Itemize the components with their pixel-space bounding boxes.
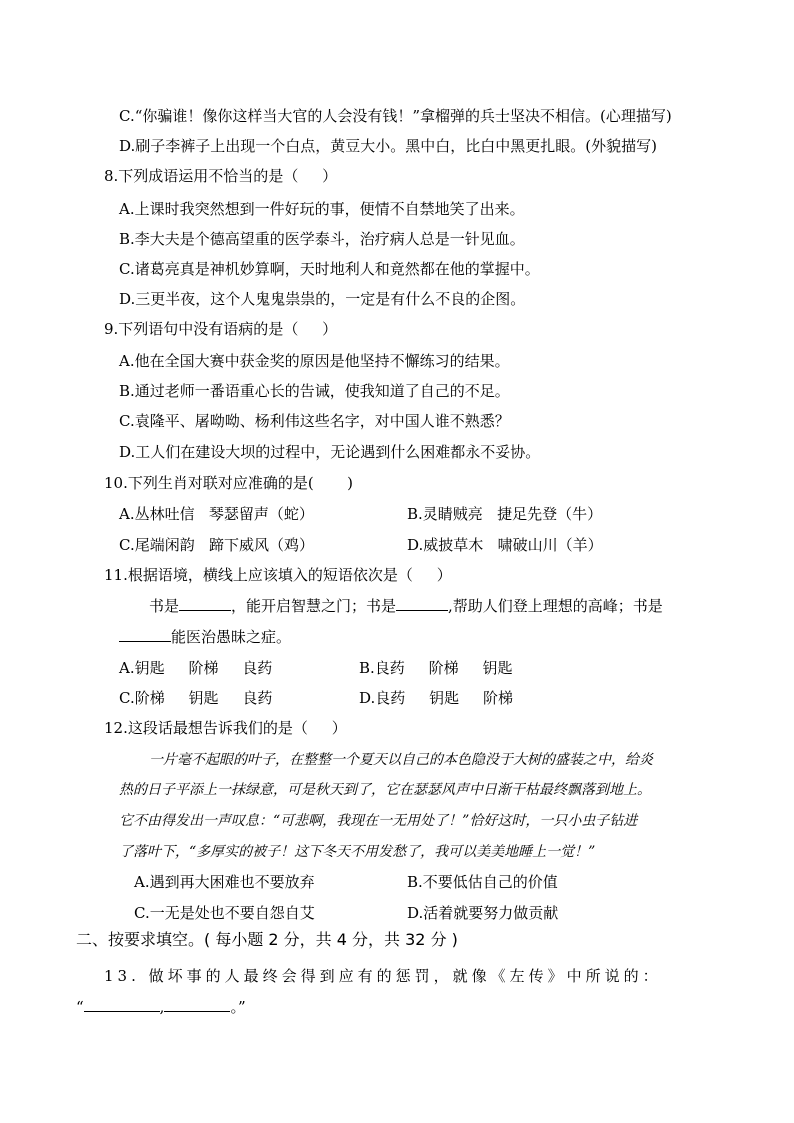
q12-option-b: B.不要低估自己的价值 — [407, 873, 558, 891]
q11-text: 书是 — [149, 597, 180, 615]
q9-option-c: C.袁隆平、屠呦呦、杨利伟这些名字，对中国人谁不熟悉？ — [119, 412, 510, 430]
q8-option-c: C.诸葛亮真是神机妙算啊，天时地利人和竟然都在他的掌握中。 — [119, 260, 540, 278]
q13-separator: , — [159, 998, 165, 1016]
q13-blank-1[interactable] — [84, 997, 160, 1012]
q8-option-b: B.李大夫是个德高望重的医学泰斗，治疗病人总是一针见血。 — [119, 230, 525, 248]
q12-stem: 12.这段话最想告诉我们的是（ ） — [104, 719, 347, 737]
q11-blank-2[interactable] — [396, 596, 448, 611]
q9-option-a: A.他在全国大赛中获金奖的原因是他坚持不懈练习的结果。 — [119, 352, 510, 370]
q11-text: 能医治愚昧之症。 — [171, 628, 292, 646]
q12-option-d: D.活着就要努力做贡献 — [407, 904, 559, 922]
q9-option-b: B.通过老师一番语重心长的告诫，使我知道了自己的不足。 — [119, 382, 510, 400]
q11-blank-1[interactable] — [179, 596, 231, 611]
q13-open-quote: “ — [76, 998, 84, 1016]
q12-passage-line1: 一片毫不起眼的叶子，在整整一个夏天以自己的本色隐没于大树的盛装之中，给炎 — [149, 752, 653, 768]
q10-option-d: D.威披草木 啸破山川（羊） — [407, 536, 603, 554]
q11-text: ，能开启智慧之门；书是 — [231, 597, 397, 615]
q11-option-d: D.良药 钥匙 阶梯 — [359, 689, 513, 707]
q11-passage-line2 — [119, 627, 291, 647]
q11-option-c: C.阶梯 钥匙 良药 — [119, 689, 273, 707]
q11-option-a: A.钥匙 阶梯 良药 — [119, 659, 273, 677]
q9-stem: 9.下列语句中没有语病的是（ ） — [104, 320, 338, 338]
q10-option-a: A.丛林吐信 琴瑟留声（蛇） — [119, 505, 314, 523]
q8-stem: 8.下列成语运用不恰当的是（ ） — [104, 167, 338, 185]
q12-passage-line4: 了落叶下，“多厚实的被子！这下冬天不用发愁了，我可以美美地睡上一觉！” — [119, 844, 596, 860]
q13-close-quote: 。” — [230, 998, 246, 1016]
section-2-heading: 二、按要求填空。( 每小题 2 分，共 4 分，共 32 分 ) — [76, 930, 458, 949]
q12-option-c: C.一无是处也不要自怨自艾 — [134, 904, 315, 922]
q8-option-d: D.三更半夜，这个人鬼鬼祟祟的，一定是有什么不良的企图。 — [119, 290, 526, 308]
q7-option-d: D.刷子李裤子上出现一个白点，黄豆大小。黑中白，比白中黑更扎眼。(外貌描写) — [119, 137, 657, 155]
q7-option-c: C.“你骗谁！像你这样当大官的人会没有钱！”拿榴弹的兵士坚决不相信。(心理描写) — [119, 107, 672, 125]
q13-blank-2[interactable] — [164, 997, 230, 1012]
q11-passage-line1 — [149, 596, 663, 616]
q10-option-c: C.尾端闲韵 蹄下威风（鸡） — [119, 536, 315, 554]
q13-answer-line — [76, 997, 246, 1017]
q12-option-a: A.遇到再大困难也不要放弃 — [134, 873, 315, 891]
q12-passage-line3: 它不由得发出一声叹息：“可悲啊，我现在一无用处了！”恰好这时，一只小虫子钻进 — [119, 813, 638, 829]
q9-option-d: D.工人们在建设大坝的过程中，无论遇到什么困难都永不妥协。 — [119, 443, 541, 461]
q8-option-a: A.上课时我突然想到一件好玩的事，便情不自禁地笑了出来。 — [119, 200, 525, 218]
q11-stem: 11.根据语境，横线上应该填入的短语依次是（ ） — [104, 566, 452, 584]
q11-option-b: B.良药 阶梯 钥匙 — [359, 659, 513, 677]
q10-stem: 10.下列生肖对联对应准确的是( ) — [104, 474, 353, 492]
q12-passage-line2: 热的日子平添上一抹绿意，可是秋天到了，它在瑟瑟风声中日渐干枯最终飘落到地上。 — [119, 782, 651, 798]
q11-blank-3[interactable] — [119, 627, 171, 642]
q10-option-b: B.灵睛贼亮 捷足先登（牛） — [407, 505, 603, 523]
q13-stem: 13. 做坏事的人最终会得到应有的惩罚，就像《左传》中所说的： — [104, 967, 662, 985]
q11-text: ,帮助人们登上理想的高峰；书是 — [448, 597, 663, 615]
